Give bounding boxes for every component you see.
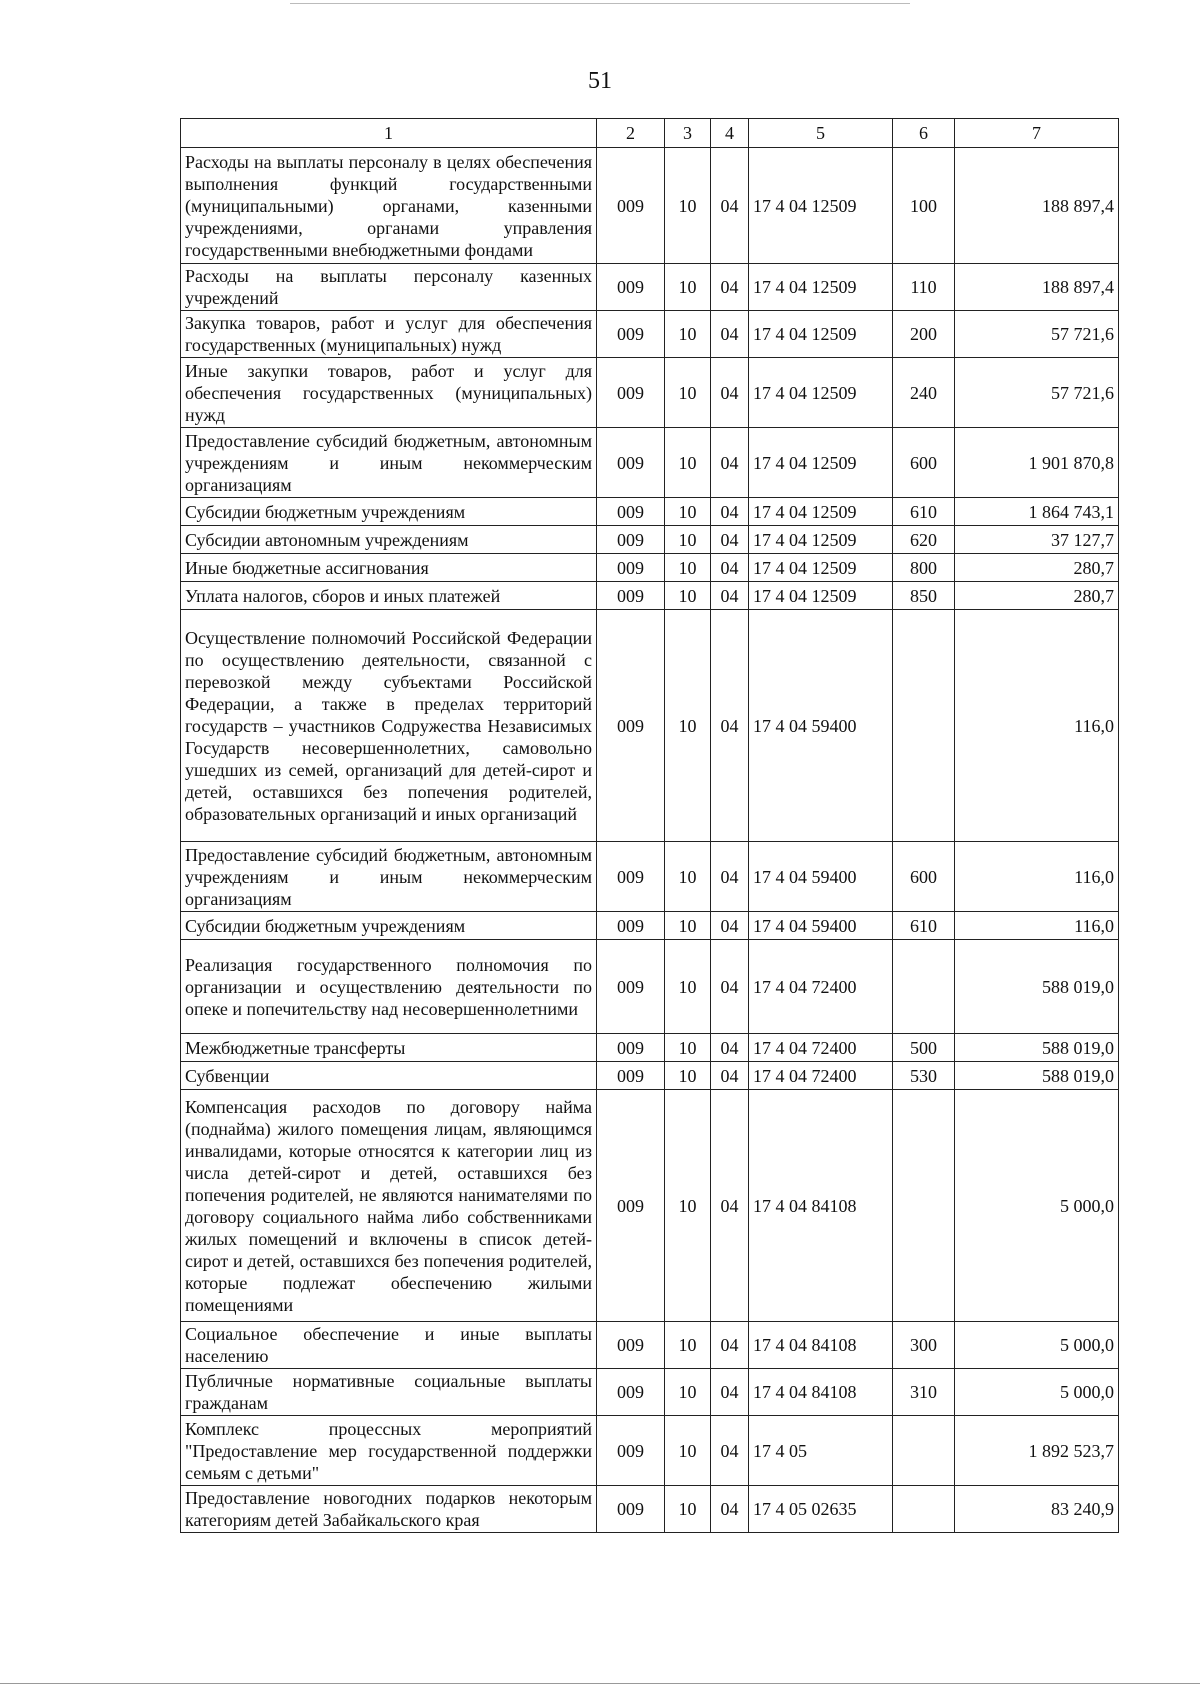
- budget-table: [180, 118, 1119, 1533]
- table-row: [181, 912, 1119, 940]
- expense-name: Закупка товаров, работ и услуг для обеспечения государственных (муниципальных) нужд: [181, 311, 597, 358]
- table-row: [181, 311, 1119, 358]
- ministry-code: 009: [597, 610, 665, 842]
- table-row: [181, 148, 1119, 264]
- target-item-code: 17 4 04 84108: [749, 1322, 893, 1369]
- ministry-code: 009: [597, 1416, 665, 1486]
- expense-name: Предоставление субсидий бюджетным, автономным учреждениям и иным некоммерческим организациям: [181, 842, 597, 912]
- header-cell: 6: [893, 119, 955, 148]
- expense-name: Расходы на выплаты персоналу в целях обеспечения выполнения функций государственными (муниципальными) органами, казенными учреждениями, органами управления государственными внебюджетными фондами: [181, 148, 597, 264]
- table-row: [181, 1034, 1119, 1062]
- ministry-code: 009: [597, 940, 665, 1034]
- subsection-code: 04: [711, 940, 749, 1034]
- subsection-code: 04: [711, 1486, 749, 1533]
- table-row: [181, 1062, 1119, 1090]
- ministry-code: 009: [597, 912, 665, 940]
- expense-type-code: 100: [893, 148, 955, 264]
- target-item-code: 17 4 04 72400: [749, 1034, 893, 1062]
- target-item-code: 17 4 04 12509: [749, 428, 893, 498]
- target-item-code: 17 4 04 12509: [749, 554, 893, 582]
- expense-type-code: 600: [893, 842, 955, 912]
- expense-type-code: 620: [893, 526, 955, 554]
- subsection-code: 04: [711, 428, 749, 498]
- expense-type-code: 610: [893, 912, 955, 940]
- expense-name: Публичные нормативные социальные выплаты гражданам: [181, 1369, 597, 1416]
- table-row: [181, 940, 1119, 1034]
- table-row: [181, 358, 1119, 428]
- target-item-code: 17 4 04 72400: [749, 1062, 893, 1090]
- scan-edge-bottom: [0, 1683, 1200, 1684]
- expense-name: Осуществление полномочий Российской Федерации по осуществлению деятельности, связанной с перевозкой между субъектами Российской Федерации, а также в пределах территорий государств – участников Содружества Независимых Государств несовершеннолетних, самовольно ушедших из семей, организаций для детей-сирот и детей, оставшихся без попечения родителей, образовательных организаций и иных организаций: [181, 610, 597, 842]
- amount: 1 892 523,7: [955, 1416, 1119, 1486]
- ministry-code: 009: [597, 526, 665, 554]
- subsection-code: 04: [711, 311, 749, 358]
- amount: 116,0: [955, 610, 1119, 842]
- amount: 5 000,0: [955, 1090, 1119, 1322]
- subsection-code: 04: [711, 1090, 749, 1322]
- header-row: [181, 119, 1119, 148]
- subsection-code: 04: [711, 1322, 749, 1369]
- amount: 588 019,0: [955, 1062, 1119, 1090]
- amount: 37 127,7: [955, 526, 1119, 554]
- expense-name: Комплекс процессных мероприятий "Предоставление мер государственной поддержки семьям с детьми": [181, 1416, 597, 1486]
- expense-type-code: [893, 610, 955, 842]
- target-item-code: 17 4 04 12509: [749, 264, 893, 311]
- amount: 280,7: [955, 554, 1119, 582]
- section-code: 10: [665, 1322, 711, 1369]
- section-code: 10: [665, 358, 711, 428]
- subsection-code: 04: [711, 1034, 749, 1062]
- expense-type-code: 310: [893, 1369, 955, 1416]
- table-row: [181, 1369, 1119, 1416]
- header-cell: 1: [181, 119, 597, 148]
- expense-type-code: 110: [893, 264, 955, 311]
- amount: 116,0: [955, 912, 1119, 940]
- target-item-code: 17 4 04 59400: [749, 842, 893, 912]
- section-code: 10: [665, 148, 711, 264]
- amount: 1 864 743,1: [955, 498, 1119, 526]
- target-item-code: 17 4 04 12509: [749, 526, 893, 554]
- section-code: 10: [665, 311, 711, 358]
- amount: 280,7: [955, 582, 1119, 610]
- target-item-code: 17 4 04 12509: [749, 358, 893, 428]
- subsection-code: 04: [711, 1416, 749, 1486]
- expense-type-code: 600: [893, 428, 955, 498]
- subsection-code: 04: [711, 554, 749, 582]
- table-row: [181, 1416, 1119, 1486]
- section-code: 10: [665, 1369, 711, 1416]
- target-item-code: 17 4 05: [749, 1416, 893, 1486]
- ministry-code: 009: [597, 148, 665, 264]
- subsection-code: 04: [711, 264, 749, 311]
- table-row: [181, 498, 1119, 526]
- amount: 83 240,9: [955, 1486, 1119, 1533]
- expense-name: Иные закупки товаров, работ и услуг для обеспечения государственных (муниципальных) нужд: [181, 358, 597, 428]
- page-number: 51: [588, 68, 612, 94]
- subsection-code: 04: [711, 358, 749, 428]
- expense-name: Межбюджетные трансферты: [181, 1034, 597, 1062]
- section-code: 10: [665, 912, 711, 940]
- table-row: [181, 428, 1119, 498]
- amount: 5 000,0: [955, 1322, 1119, 1369]
- target-item-code: 17 4 04 59400: [749, 912, 893, 940]
- scan-edge-top: [290, 3, 910, 4]
- section-code: 10: [665, 842, 711, 912]
- section-code: 10: [665, 428, 711, 498]
- ministry-code: 009: [597, 1090, 665, 1322]
- amount: 57 721,6: [955, 358, 1119, 428]
- section-code: 10: [665, 610, 711, 842]
- table-body: [181, 148, 1119, 1533]
- section-code: 10: [665, 526, 711, 554]
- table-row: [181, 842, 1119, 912]
- subsection-code: 04: [711, 610, 749, 842]
- target-item-code: 17 4 04 59400: [749, 610, 893, 842]
- header-cell: 2: [597, 119, 665, 148]
- ministry-code: 009: [597, 582, 665, 610]
- table-row: [181, 1322, 1119, 1369]
- amount: 116,0: [955, 842, 1119, 912]
- subsection-code: 04: [711, 1062, 749, 1090]
- expense-name: Субсидии бюджетным учреждениям: [181, 912, 597, 940]
- amount: 588 019,0: [955, 940, 1119, 1034]
- section-code: 10: [665, 1034, 711, 1062]
- target-item-code: 17 4 04 84108: [749, 1090, 893, 1322]
- section-code: 10: [665, 264, 711, 311]
- expense-name: Субсидии автономным учреждениям: [181, 526, 597, 554]
- expense-name: Предоставление субсидий бюджетным, автономным учреждениям и иным некоммерческим организациям: [181, 428, 597, 498]
- expense-type-code: 240: [893, 358, 955, 428]
- section-code: 10: [665, 1486, 711, 1533]
- ministry-code: 009: [597, 264, 665, 311]
- expense-name: Субвенции: [181, 1062, 597, 1090]
- expense-name: Иные бюджетные ассигнования: [181, 554, 597, 582]
- expense-name: Субсидии бюджетным учреждениям: [181, 498, 597, 526]
- ministry-code: 009: [597, 1486, 665, 1533]
- expense-type-code: 300: [893, 1322, 955, 1369]
- expense-name: Компенсация расходов по договору найма (поднайма) жилого помещения лицам, являющимся инвалидами, которые относятся к категории лиц из числа детей-сирот и детей, оставшихся без попечения родителей, не являются нанимателями по договору социального найма либо собственниками жилых помещений и включены в список детей-сирот и детей, оставшихся без попечения родителей, которые подлежат обеспечению жилыми помещениями: [181, 1090, 597, 1322]
- ministry-code: 009: [597, 428, 665, 498]
- amount: 1 901 870,8: [955, 428, 1119, 498]
- target-item-code: 17 4 04 72400: [749, 940, 893, 1034]
- ministry-code: 009: [597, 1034, 665, 1062]
- target-item-code: 17 4 04 12509: [749, 582, 893, 610]
- amount: 588 019,0: [955, 1034, 1119, 1062]
- ministry-code: 009: [597, 1322, 665, 1369]
- target-item-code: 17 4 04 12509: [749, 311, 893, 358]
- expense-type-code: 850: [893, 582, 955, 610]
- expense-name: Уплата налогов, сборов и иных платежей: [181, 582, 597, 610]
- table-header: [181, 119, 1119, 148]
- expense-name: Предоставление новогодних подарков некоторым категориям детей Забайкальского края: [181, 1486, 597, 1533]
- target-item-code: 17 4 05 02635: [749, 1486, 893, 1533]
- header-cell: 4: [711, 119, 749, 148]
- expense-type-code: 500: [893, 1034, 955, 1062]
- amount: 5 000,0: [955, 1369, 1119, 1416]
- table-row: [181, 610, 1119, 842]
- target-item-code: 17 4 04 12509: [749, 148, 893, 264]
- expense-name: Расходы на выплаты персоналу казенных учреждений: [181, 264, 597, 311]
- expense-type-code: [893, 1416, 955, 1486]
- subsection-code: 04: [711, 148, 749, 264]
- expense-name: Социальное обеспечение и иные выплаты населению: [181, 1322, 597, 1369]
- table-row: [181, 1486, 1119, 1533]
- expense-type-code: [893, 1090, 955, 1322]
- expense-type-code: 530: [893, 1062, 955, 1090]
- ministry-code: 009: [597, 311, 665, 358]
- expense-type-code: [893, 1486, 955, 1533]
- ministry-code: 009: [597, 842, 665, 912]
- expense-name: Реализация государственного полномочия по организации и осуществлению деятельности по опеке и попечительству над несовершеннолетними: [181, 940, 597, 1034]
- header-cell: 3: [665, 119, 711, 148]
- subsection-code: 04: [711, 1369, 749, 1416]
- subsection-code: 04: [711, 498, 749, 526]
- ministry-code: 009: [597, 498, 665, 526]
- section-code: 10: [665, 554, 711, 582]
- subsection-code: 04: [711, 582, 749, 610]
- section-code: 10: [665, 498, 711, 526]
- subsection-code: 04: [711, 842, 749, 912]
- section-code: 10: [665, 1062, 711, 1090]
- ministry-code: 009: [597, 1062, 665, 1090]
- header-cell: 5: [749, 119, 893, 148]
- section-code: 10: [665, 1090, 711, 1322]
- subsection-code: 04: [711, 912, 749, 940]
- table-row: [181, 264, 1119, 311]
- ministry-code: 009: [597, 358, 665, 428]
- amount: 188 897,4: [955, 148, 1119, 264]
- expense-type-code: 200: [893, 311, 955, 358]
- target-item-code: 17 4 04 12509: [749, 498, 893, 526]
- expense-type-code: 610: [893, 498, 955, 526]
- section-code: 10: [665, 940, 711, 1034]
- section-code: 10: [665, 1416, 711, 1486]
- ministry-code: 009: [597, 554, 665, 582]
- ministry-code: 009: [597, 1369, 665, 1416]
- expense-type-code: [893, 940, 955, 1034]
- amount: 57 721,6: [955, 311, 1119, 358]
- target-item-code: 17 4 04 84108: [749, 1369, 893, 1416]
- subsection-code: 04: [711, 526, 749, 554]
- table-row: [181, 554, 1119, 582]
- section-code: 10: [665, 582, 711, 610]
- table-row: [181, 1090, 1119, 1322]
- table-row: [181, 582, 1119, 610]
- table-row: [181, 526, 1119, 554]
- header-cell: 7: [955, 119, 1119, 148]
- amount: 188 897,4: [955, 264, 1119, 311]
- expense-type-code: 800: [893, 554, 955, 582]
